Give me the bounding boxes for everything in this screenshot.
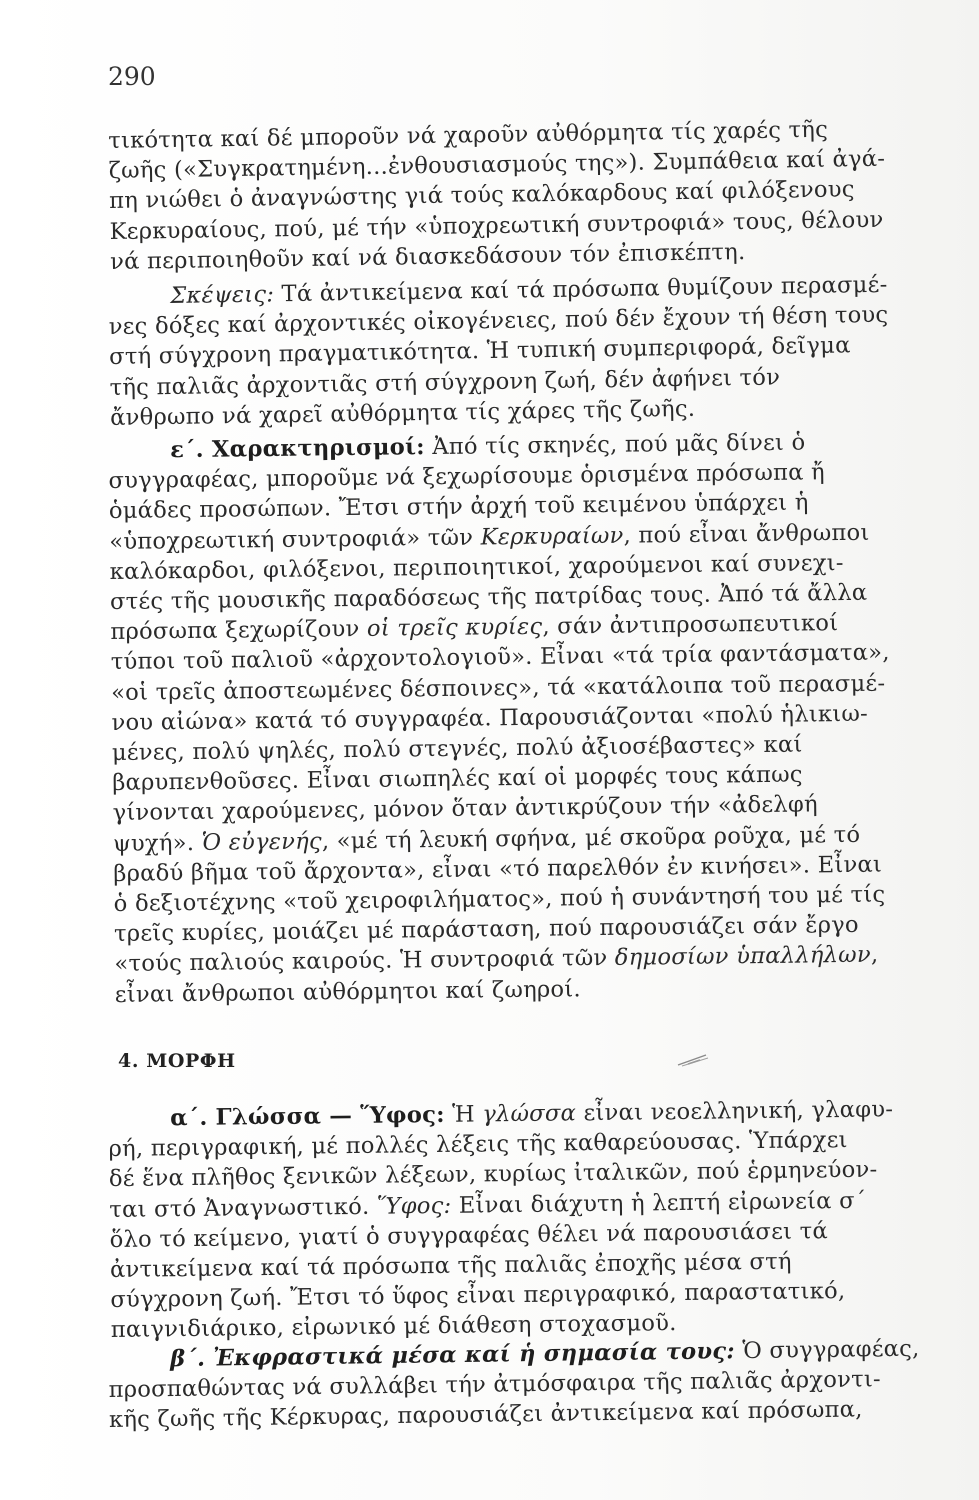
text-span: «ὑποχρεωτική συντροφιά» τῶν — [109, 524, 481, 555]
text-span: Εἶναι διάχυτη ἡ λεπτή εἰρωνεία σ΄ — [451, 1187, 867, 1219]
text-span: «τούς παλιούς καιρούς. Ἡ συντροφιά τῶν — [114, 945, 615, 978]
text-line: γίνονται χαρούμενες, μόνον ὅταν ἀντικρύζουν τήν «ἀδελφή — [112, 791, 818, 827]
text-line: στή σύγχρονη πραγματικότητα. Ἡ τυπική συμπεριφορά, δεῖγμα — [108, 332, 851, 371]
text-line: τρεῖς κυρίες, μοιάζει μέ παράσταση, πού παρουσιάζει σάν ἔργο — [113, 912, 859, 948]
text-line: συγγραφέας, μποροῦμε νά ξεχωρίσουμε ὁρισμένα πρόσωπα ἤ — [108, 459, 826, 495]
paragraph-thoughts — [108, 269, 945, 433]
paragraph-expressive-means — [108, 1333, 944, 1435]
text-line: σύγχρονη ζωή. Ἔτσι τό ὕφος εἶναι περιγραφικό, παραστατικό, — [110, 1278, 846, 1314]
text-line: κῆς ζωῆς τῆς Κέρκυρας, παρουσιάζει ἀντικείμενα καί πρόσωπα, — [108, 1396, 863, 1434]
text-line: ὁ δεξιοτέχνης «τοῦ χειροφιλήματος», πού ἡ συνάντησή του μέ τίς — [113, 881, 886, 918]
italic-term: Ὁ εὐγενής — [201, 828, 323, 856]
text-span: , σάν ἀντιπροσωπευτικοί — [542, 610, 839, 640]
expressive-means-heading: β΄. Ἐκφραστικά μέσα καί ἡ σημασία τους: — [170, 1338, 736, 1373]
section-heading-form: 4. ΜΟΡΦΗ — [118, 1050, 236, 1072]
text-line: τῆς παλιᾶς ἀρχοντιᾶς στή σύγχρονη ζωή, δέν ἀφήνει τόν — [109, 364, 781, 401]
text-span: , — [870, 942, 879, 969]
text-line: νες δόξες καί ἀρχοντικές οἰκογένειες, πού δέν ἔχουν τή θέση τους — [108, 301, 889, 341]
text-span: Ἡ — [444, 1101, 483, 1128]
text-line: μένες, πολύ ψηλές, πολύ στεγνές, πολύ ἀξιοσέβαστες» καί — [111, 731, 803, 767]
italic-term: Ὕφος: — [376, 1192, 452, 1220]
text-line: προσπαθώντας νά συλλάβει τήν ἀτμόσφαιρα τῆς παλιᾶς ἀρχοντι- — [108, 1366, 882, 1404]
text-span: ψυχή». — [112, 829, 202, 857]
text-line: εἶναι ἄνθρωποι αὐθόρμητοι καί ζωηροί. — [114, 975, 581, 1008]
paragraph-characterizations — [108, 426, 950, 1010]
text-line: νου αἰώνα» κατά τό συγγραφέα. Παρουσιάζονται «πολύ ἡλικιω- — [111, 700, 869, 736]
text-line: ζωῆς («Συγκρατημένη...ἐνθουσιασμούς της»). Συμπάθεια καί ἀγά- — [108, 146, 886, 185]
italic-term: Κερκυραίων — [480, 522, 624, 551]
paragraph-language-style — [108, 1094, 946, 1346]
text-line: παιγνιδιάρικο, εἰρωνικό μέ διάθεση στοχασμοῦ. — [110, 1310, 677, 1344]
language-style-heading: α΄. Γλώσσα — Ὕφος: — [170, 1101, 445, 1132]
text-span: Τά ἀντικείμενα καί τά πρόσωπα θυμίζουν περασμέ- — [273, 271, 888, 308]
text-line: βαρυπενθοῦσες. Εἶναι σιωπηλές καί οἱ μορφές τους κάπως — [112, 761, 803, 797]
text-line: νά περιποιηθοῦν καί νά διασκεδάσουν τόν ἐπισκέπτη. — [109, 238, 746, 275]
text-line: δέ ἕνα πλῆθος ξενικῶν λέξεων, κυρίως ἰταλικῶν, πού ἑρμηνεύον- — [108, 1157, 878, 1193]
italic-term: οἱ τρεῖς κυρίες — [366, 613, 543, 643]
text-line: τύποι τοῦ παλιοῦ «ἀρχοντολογιοῦ». Εἶναι «τά τρία φαντάσματα», — [110, 639, 890, 676]
text-line: βραδύ βῆμα τοῦ ἄρχοντα», εἶναι «τό παρελθόν ἐν κινήσει». Εἶναι — [113, 851, 883, 887]
pencil-mark-icon — [676, 1052, 710, 1068]
text-line: ὅλο τό κείμενο, γιατί ὁ συγγραφέας θέλει νά παρουσιάσει τά — [109, 1218, 829, 1253]
italic-term: δημοσίων ὑπαλλήλων — [614, 942, 872, 972]
thoughts-label: Σκέψεις: — [170, 281, 275, 310]
text-span: Ἀπό τίς σκηνές, πού μᾶς δίνει ὁ — [424, 429, 806, 461]
text-line: στές τῆς μουσικῆς παραδόσεως τῆς πατρίδας τους. Ἀπό τά ἄλλα — [109, 579, 868, 616]
paragraph-reader-sympathy — [108, 113, 945, 277]
text-line: πη νιώθει ὁ ἀναγνώστης γιά τούς καλόκαρδους καί φιλόξενους — [108, 176, 855, 215]
text-span: πρόσωπα ξεχωρίζουν — [110, 616, 368, 646]
page-number: 290 — [108, 62, 156, 91]
text-span: , πού εἶναι ἄνθρωποι — [623, 519, 870, 549]
text-line: «οἱ τρεῖς ἀποστεωμένες δέσποινες», τά «κατάλοιπα τοῦ περασμέ- — [110, 670, 886, 706]
characterizations-heading: ε΄. Χαρακτηρισμοί: — [170, 434, 425, 464]
text-span: , «μέ τή λευκή σφήνα, μέ σκοῦρα ροῦχα, μέ τό — [321, 821, 861, 855]
text-span: ται στό Ἀναγνωστικό. — [109, 1193, 378, 1223]
text-line: ἄνθρωπο νά χαρεῖ αὐθόρμητα τίς χάρες τῆς ζωῆς. — [109, 395, 696, 431]
text-line: ρή, περιγραφική, μέ πολλές λέξεις τῆς καθαρεύουσας. Ὑπάρχει — [108, 1127, 848, 1163]
text-line: ὁμάδες προσώπων. Ἔτσι στήν ἀρχή τοῦ κειμένου ὑπάρχει ἡ — [108, 489, 809, 525]
text-line: καλόκαρδοι, φιλόξενοι, περιποιητικοί, χαρούμενοι καί συνεχι- — [109, 549, 844, 585]
text-line: ἀντικείμενα καί τά πρόσωπα τῆς παλιᾶς ἐποχῆς μέσα στή — [109, 1248, 792, 1284]
text-span: εἶναι νεοελληνική, γλαφυ- — [575, 1096, 894, 1127]
italic-term: γλώσσα — [482, 1100, 577, 1128]
text-line: Κερκυραίους, πού, μέ τήν «ὑποχρεωτική συντροφιά» τους, θέλουν — [109, 206, 884, 245]
text-span: Ὁ συγγραφέας, — [734, 1335, 920, 1365]
text-line: τικότητα καί δέ μποροῦν νά χαροῦν αὐθόρμητα τίς χαρές τῆς — [108, 116, 829, 154]
